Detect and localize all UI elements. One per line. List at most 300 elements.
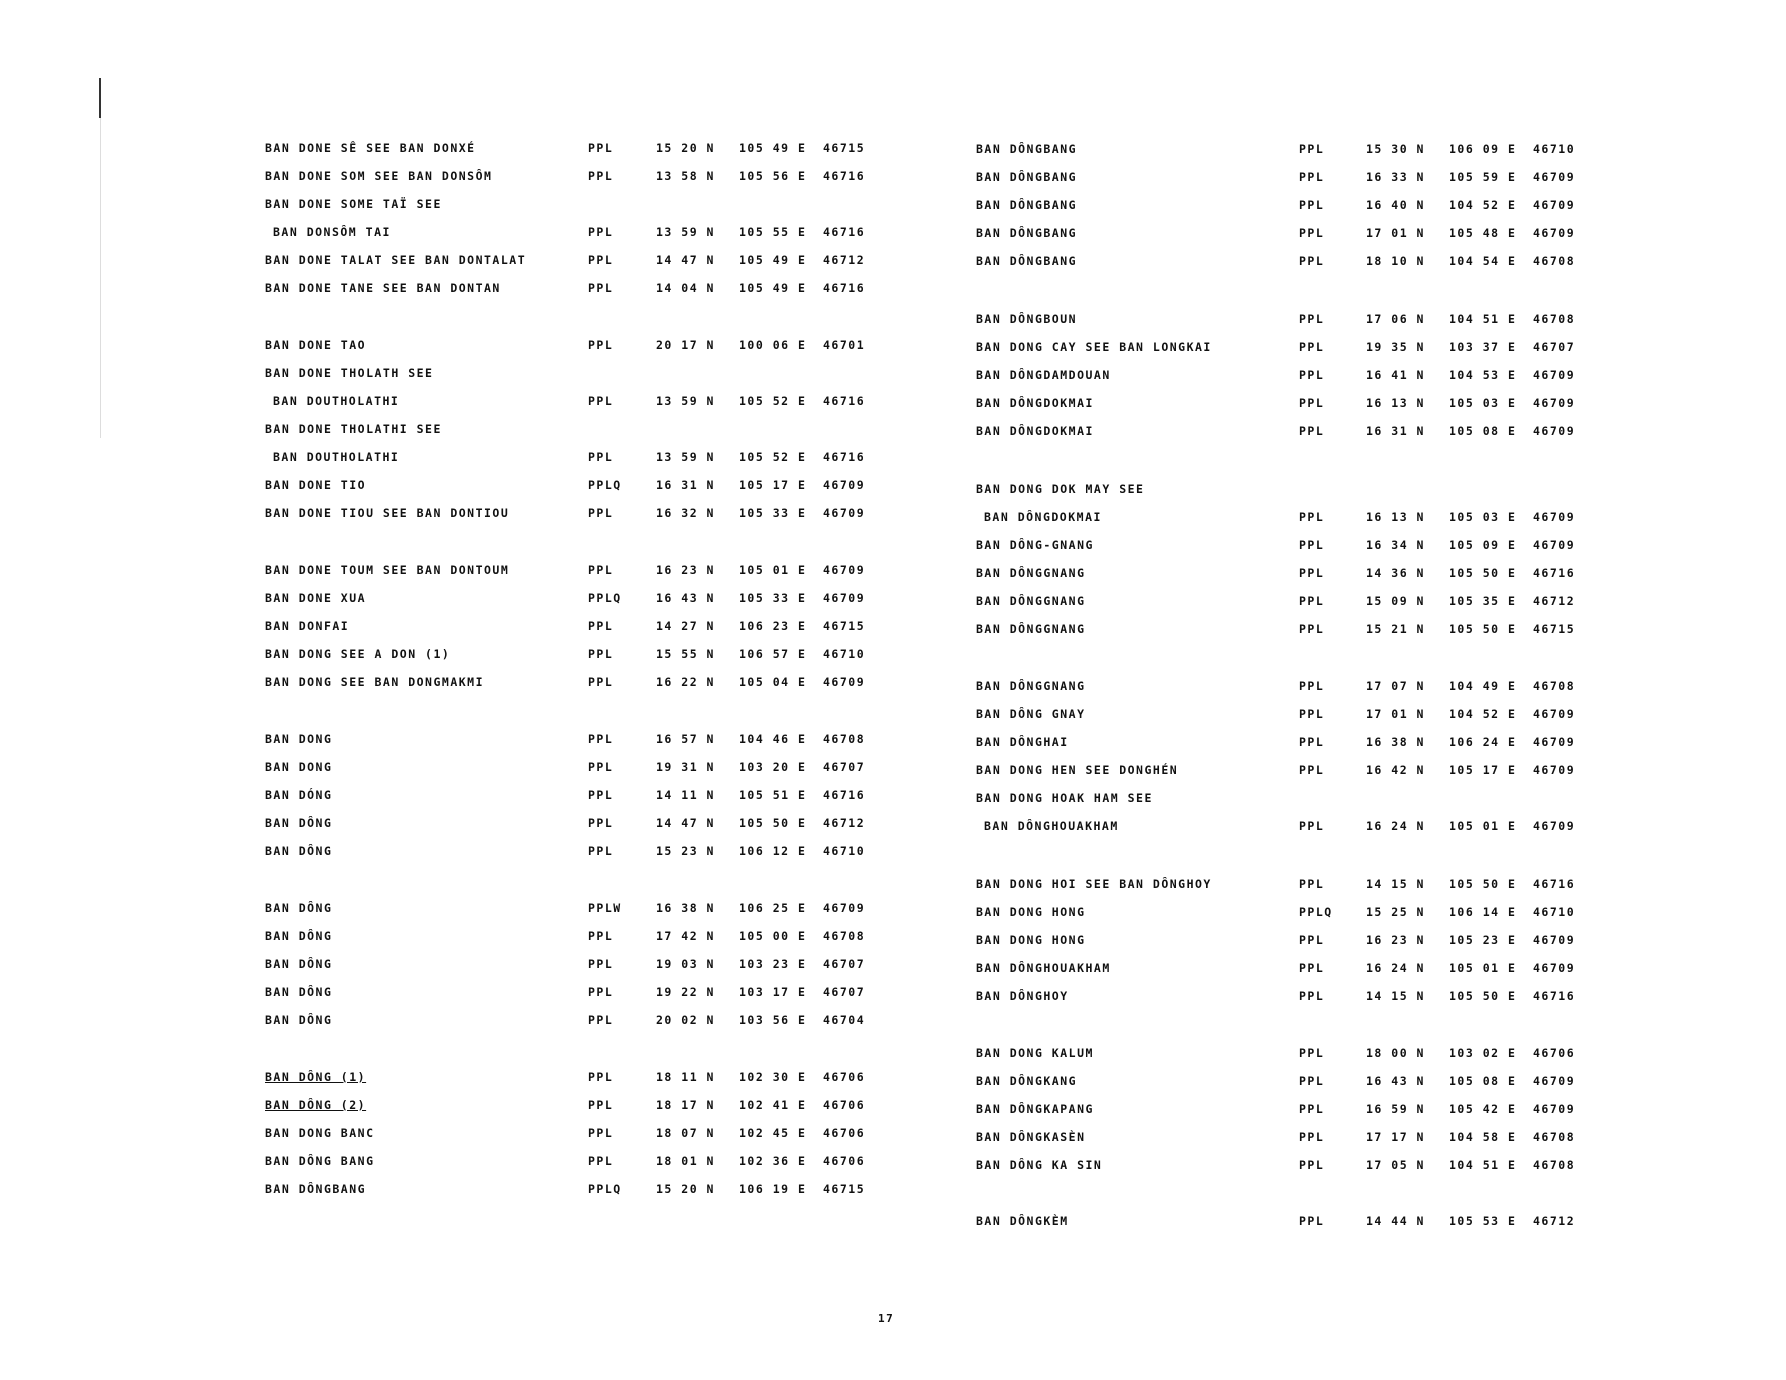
entry-code: 46709 (1533, 735, 1576, 749)
entry-name: BAN DONE TIO (265, 478, 367, 492)
entry-lon: 105 56 E (739, 169, 807, 183)
entry-lon: 105 01 E (739, 563, 807, 577)
page-number: 17 (878, 1312, 895, 1325)
entry-name: BAN DÔNG (265, 929, 333, 943)
entry-code: 46709 (1533, 1074, 1576, 1088)
entry-name: BAN DÔNGBOUN (976, 312, 1078, 326)
entry-code: 46712 (823, 816, 866, 830)
entry-lat: 14 15 N (1366, 989, 1425, 1003)
entry-code: 46709 (1533, 933, 1576, 947)
entry-class: PPL (588, 394, 614, 408)
entry-class: PPL (588, 506, 614, 520)
entry-name: BAN DONE TAO (265, 338, 367, 352)
entry-name: BAN DONG (265, 760, 333, 774)
entry-lat: 18 07 N (656, 1126, 715, 1140)
entry-class: PPLQ (1299, 905, 1333, 919)
entry-class: PPL (1299, 933, 1325, 947)
entry-lon: 104 51 E (1449, 312, 1517, 326)
entry-class: PPL (588, 788, 614, 802)
entry-lat: 19 35 N (1366, 340, 1425, 354)
entry-code: 46708 (1533, 254, 1576, 268)
entry-name: BAN DÔNGGNANG (976, 594, 1086, 608)
entry-lat: 17 05 N (1366, 1158, 1425, 1172)
entry-name: BAN DONG HEN SEE DONGHÉN (976, 763, 1179, 777)
entry-name: BAN DONE TALAT SEE BAN DONTALAT (265, 253, 527, 267)
entry-class: PPL (1299, 510, 1325, 524)
entry-class: PPL (1299, 594, 1325, 608)
entry-lat: 16 43 N (656, 591, 715, 605)
entry-name: BAN DONE TIOU SEE BAN DONTIOU (265, 506, 510, 520)
entry-lat: 15 09 N (1366, 594, 1425, 608)
entry-code: 46716 (823, 450, 866, 464)
entry-lat: 19 31 N (656, 760, 715, 774)
entry-name: BAN DONE TOUM SEE BAN DONTOUM (265, 563, 510, 577)
entry-lat: 16 13 N (1366, 510, 1425, 524)
entry-name: BAN DONG (265, 732, 333, 746)
entry-lon: 105 55 E (739, 225, 807, 239)
entry-class: PPL (1299, 566, 1325, 580)
entry-lat: 15 20 N (656, 141, 715, 155)
entry-lat: 15 23 N (656, 844, 715, 858)
entry-code: 46710 (823, 647, 866, 661)
entry-lat: 16 33 N (1366, 170, 1425, 184)
entry-code: 46709 (1533, 763, 1576, 777)
entry-lon: 105 49 E (739, 141, 807, 155)
entry-lon: 106 57 E (739, 647, 807, 661)
entry-lat: 14 15 N (1366, 877, 1425, 891)
entry-name: BAN DONE SÊ SEE BAN DONXÉ (265, 141, 476, 155)
entry-lon: 105 51 E (739, 788, 807, 802)
entry-code: 46709 (1533, 1102, 1576, 1116)
entry-lon: 105 03 E (1449, 396, 1517, 410)
entry-code: 46708 (1533, 1130, 1576, 1144)
entry-lat: 13 59 N (656, 225, 715, 239)
entry-name: BAN DONG HONG (976, 905, 1086, 919)
entry-code: 46707 (1533, 340, 1576, 354)
entry-class: PPL (588, 844, 614, 858)
entry-lat: 14 47 N (656, 253, 715, 267)
entry-name: BAN DÔNGBANG (976, 170, 1078, 184)
entry-name: BAN DOUTHOLATHI (273, 450, 400, 464)
entry-name: BAN DÔNG (1) (265, 1070, 367, 1084)
entry-lon: 105 50 E (1449, 566, 1517, 580)
entry-lat: 15 21 N (1366, 622, 1425, 636)
entry-code: 46709 (1533, 424, 1576, 438)
entry-lon: 105 04 E (739, 675, 807, 689)
entry-class: PPL (1299, 254, 1325, 268)
entry-lon: 105 50 E (1449, 622, 1517, 636)
entry-class: PPL (1299, 1074, 1325, 1088)
entry-lat: 15 25 N (1366, 905, 1425, 919)
entry-lon: 104 58 E (1449, 1130, 1517, 1144)
entry-lon: 106 19 E (739, 1182, 807, 1196)
entry-name: BAN DÔNGBANG (976, 254, 1078, 268)
entry-class: PPL (588, 647, 614, 661)
entry-lat: 18 00 N (1366, 1046, 1425, 1060)
entry-code: 46716 (823, 788, 866, 802)
entry-code: 46716 (823, 169, 866, 183)
entry-name: BAN DONG HONG (976, 933, 1086, 947)
entry-lat: 16 38 N (1366, 735, 1425, 749)
entry-class: PPL (588, 141, 614, 155)
entry-class: PPL (588, 816, 614, 830)
entry-name: BAN DONFAI (265, 619, 350, 633)
entry-class: PPL (588, 1154, 614, 1168)
entry-name: BAN DÔNGHOUAKHAM (984, 819, 1119, 833)
entry-lat: 17 42 N (656, 929, 715, 943)
entry-name: BAN DÔNGBANG (976, 226, 1078, 240)
entry-lon: 105 08 E (1449, 424, 1517, 438)
entry-code: 46712 (1533, 1214, 1576, 1228)
entry-code: 46709 (823, 563, 866, 577)
entry-lon: 102 41 E (739, 1098, 807, 1112)
entry-lon: 104 52 E (1449, 198, 1517, 212)
entry-code: 46709 (1533, 961, 1576, 975)
entry-lon: 105 08 E (1449, 1074, 1517, 1088)
entry-class: PPL (1299, 424, 1325, 438)
entry-lat: 18 01 N (656, 1154, 715, 1168)
entry-lat: 13 58 N (656, 169, 715, 183)
entry-lon: 106 09 E (1449, 142, 1517, 156)
entry-lon: 106 24 E (1449, 735, 1517, 749)
entry-lat: 20 17 N (656, 338, 715, 352)
entry-lon: 105 48 E (1449, 226, 1517, 240)
entry-code: 46709 (1533, 707, 1576, 721)
entry-name: BAN DONE THOLATH SEE (265, 366, 434, 380)
entry-class: PPL (1299, 1158, 1325, 1172)
entry-class: PPLQ (588, 591, 622, 605)
entry-class: PPL (1299, 226, 1325, 240)
entry-lat: 16 22 N (656, 675, 715, 689)
entry-lat: 14 04 N (656, 281, 715, 295)
entry-lat: 16 59 N (1366, 1102, 1425, 1116)
entry-lon: 103 20 E (739, 760, 807, 774)
entry-class: PPL (588, 281, 614, 295)
entry-lon: 105 01 E (1449, 819, 1517, 833)
entry-class: PPL (1299, 961, 1325, 975)
entry-name: BAN DÔNG KA SIN (976, 1158, 1103, 1172)
entry-name: BAN DÔNGBANG (976, 198, 1078, 212)
entry-name: BAN DÔNGKANG (976, 1074, 1078, 1088)
entry-class: PPL (1299, 340, 1325, 354)
entry-lon: 105 33 E (739, 506, 807, 520)
entry-lon: 105 03 E (1449, 510, 1517, 524)
entry-class: PPLQ (588, 1182, 622, 1196)
entry-lon: 102 45 E (739, 1126, 807, 1140)
entry-lon: 105 17 E (739, 478, 807, 492)
entry-lon: 106 25 E (739, 901, 807, 915)
entry-lat: 16 23 N (1366, 933, 1425, 947)
entry-name: BAN DONG CAY SEE BAN LONGKAI (976, 340, 1212, 354)
entry-class: PPL (588, 1126, 614, 1140)
entry-code: 46709 (1533, 819, 1576, 833)
entry-lon: 103 23 E (739, 957, 807, 971)
entry-lon: 104 46 E (739, 732, 807, 746)
entry-class: PPLW (588, 901, 622, 915)
entry-code: 46708 (1533, 312, 1576, 326)
entry-lon: 106 12 E (739, 844, 807, 858)
entry-code: 46716 (1533, 989, 1576, 1003)
entry-name: BAN DONE THOLATHI SEE (265, 422, 442, 436)
entry-lon: 103 56 E (739, 1013, 807, 1027)
entry-name: BAN DÔNGKÈM (976, 1214, 1069, 1228)
entry-name: BAN DÔNGKASÈN (976, 1130, 1086, 1144)
entry-code: 46716 (823, 281, 866, 295)
entry-name: BAN DÔNG (265, 985, 333, 999)
entry-code: 46701 (823, 338, 866, 352)
entry-lon: 105 53 E (1449, 1214, 1517, 1228)
entry-name: BAN DÔNG-GNANG (976, 538, 1094, 552)
entry-name: BAN DÔNG BANG (265, 1154, 375, 1168)
entry-code: 46715 (823, 141, 866, 155)
entry-name: BAN DONG HOAK HAM SEE (976, 791, 1153, 805)
entry-code: 46709 (1533, 198, 1576, 212)
entry-lon: 104 49 E (1449, 679, 1517, 693)
entry-lon: 106 23 E (739, 619, 807, 633)
entry-class: PPL (588, 619, 614, 633)
entry-lat: 20 02 N (656, 1013, 715, 1027)
entry-code: 46709 (1533, 510, 1576, 524)
entry-name: BAN DÔNGBANG (976, 142, 1078, 156)
entry-lat: 16 24 N (1366, 819, 1425, 833)
entry-lon: 105 49 E (739, 253, 807, 267)
entry-class: PPL (588, 450, 614, 464)
entry-name: BAN DONSÔM TAI (273, 225, 391, 239)
entry-lat: 16 40 N (1366, 198, 1425, 212)
entry-name: BAN DONE TANE SEE BAN DONTAN (265, 281, 501, 295)
entry-lat: 15 20 N (656, 1182, 715, 1196)
entry-class: PPL (588, 1070, 614, 1084)
entry-code: 46715 (823, 619, 866, 633)
entry-lon: 104 52 E (1449, 707, 1517, 721)
entry-class: PPL (1299, 198, 1325, 212)
entry-lat: 15 30 N (1366, 142, 1425, 156)
entry-name: BAN DÔNG (265, 957, 333, 971)
entry-code: 46706 (823, 1126, 866, 1140)
entry-name: BAN DÔNG (265, 816, 333, 830)
entry-class: PPL (1299, 312, 1325, 326)
entry-code: 46709 (823, 591, 866, 605)
entry-lat: 17 01 N (1366, 226, 1425, 240)
entry-code: 46709 (1533, 226, 1576, 240)
entry-name: BAN DONG SEE A DON (1) (265, 647, 451, 661)
entry-name: BAN DONG SEE BAN DONGMAKMI (265, 675, 485, 689)
entry-code: 46712 (823, 253, 866, 267)
entry-code: 46715 (1533, 622, 1576, 636)
entry-class: PPL (588, 338, 614, 352)
entry-lat: 14 44 N (1366, 1214, 1425, 1228)
entry-name: BAN DÔNGDOKMAI (984, 510, 1102, 524)
entry-class: PPL (1299, 763, 1325, 777)
entry-lat: 17 17 N (1366, 1130, 1425, 1144)
entry-name: BAN DÔNGHOUAKHAM (976, 961, 1111, 975)
entry-lon: 105 59 E (1449, 170, 1517, 184)
entry-lon: 105 00 E (739, 929, 807, 943)
entry-lat: 18 17 N (656, 1098, 715, 1112)
entry-lat: 18 10 N (1366, 254, 1425, 268)
entry-name: BAN DÔNGHAI (976, 735, 1069, 749)
entry-name: BAN DÔNGHOY (976, 989, 1069, 1003)
entry-lat: 14 36 N (1366, 566, 1425, 580)
entry-code: 46712 (1533, 594, 1576, 608)
entry-code: 46708 (823, 732, 866, 746)
entry-lat: 16 24 N (1366, 961, 1425, 975)
entry-lat: 15 55 N (656, 647, 715, 661)
entry-lon: 103 37 E (1449, 340, 1517, 354)
entry-name: BAN DÔNG (265, 1013, 333, 1027)
entry-class: PPL (588, 957, 614, 971)
entry-class: PPL (1299, 877, 1325, 891)
entry-name: BAN DÔNGGNANG (976, 566, 1086, 580)
entry-class: PPL (1299, 707, 1325, 721)
entry-name: BAN DONE XUA (265, 591, 367, 605)
entry-code: 46707 (823, 985, 866, 999)
entry-lat: 16 23 N (656, 563, 715, 577)
entry-lon: 106 14 E (1449, 905, 1517, 919)
entry-code: 46710 (1533, 142, 1576, 156)
entry-class: PPL (588, 675, 614, 689)
entry-name: BAN DÔNG (2) (265, 1098, 367, 1112)
entry-lon: 105 50 E (739, 816, 807, 830)
entry-class: PPL (588, 1098, 614, 1112)
entry-code: 46704 (823, 1013, 866, 1027)
entry-lon: 105 50 E (1449, 877, 1517, 891)
entry-class: PPL (1299, 735, 1325, 749)
entry-lon: 105 33 E (739, 591, 807, 605)
entry-class: PPL (588, 929, 614, 943)
entry-lon: 103 17 E (739, 985, 807, 999)
entry-class: PPL (1299, 538, 1325, 552)
entry-lat: 16 43 N (1366, 1074, 1425, 1088)
entry-code: 46709 (1533, 396, 1576, 410)
entry-code: 46709 (1533, 538, 1576, 552)
entry-lat: 18 11 N (656, 1070, 715, 1084)
entry-lat: 19 03 N (656, 957, 715, 971)
entry-class: PPL (588, 225, 614, 239)
entry-class: PPL (1299, 396, 1325, 410)
entry-name: BAN DONG BANC (265, 1126, 375, 1140)
entry-name: BAN DÔNGBANG (265, 1182, 367, 1196)
entry-lon: 105 17 E (1449, 763, 1517, 777)
entry-lat: 16 32 N (656, 506, 715, 520)
entry-lat: 16 13 N (1366, 396, 1425, 410)
entry-lat: 16 42 N (1366, 763, 1425, 777)
entry-code: 46706 (823, 1098, 866, 1112)
entry-class: PPL (1299, 989, 1325, 1003)
entry-code: 46708 (1533, 1158, 1576, 1172)
entry-code: 46706 (1533, 1046, 1576, 1060)
entry-lon: 105 52 E (739, 450, 807, 464)
entry-code: 46716 (1533, 877, 1576, 891)
entry-class: PPL (588, 253, 614, 267)
entry-class: PPL (1299, 1130, 1325, 1144)
entry-code: 46709 (823, 901, 866, 915)
entry-code: 46715 (823, 1182, 866, 1196)
entry-name: BAN DÔNGKAPANG (976, 1102, 1094, 1116)
entry-lat: 17 07 N (1366, 679, 1425, 693)
entry-class: PPL (588, 1013, 614, 1027)
entry-class: PPL (588, 985, 614, 999)
entry-name: BAN DONE SOM SEE BAN DONSÔM (265, 169, 493, 183)
entry-lon: 105 35 E (1449, 594, 1517, 608)
entry-class: PPL (588, 563, 614, 577)
entry-code: 46708 (823, 929, 866, 943)
entry-lon: 102 30 E (739, 1070, 807, 1084)
entry-name: BAN DÔNGGNANG (976, 622, 1086, 636)
entry-class: PPL (1299, 368, 1325, 382)
entry-code: 46709 (1533, 170, 1576, 184)
entry-lat: 14 27 N (656, 619, 715, 633)
entry-lat: 14 47 N (656, 816, 715, 830)
entry-lat: 19 22 N (656, 985, 715, 999)
entry-lon: 105 49 E (739, 281, 807, 295)
entry-lon: 103 02 E (1449, 1046, 1517, 1060)
entry-class: PPL (588, 760, 614, 774)
entry-class: PPL (1299, 170, 1325, 184)
entry-name: BAN DÔNG GNAY (976, 707, 1086, 721)
entry-class: PPL (1299, 142, 1325, 156)
entry-name: BAN DOUTHOLATHI (273, 394, 400, 408)
entry-code: 46709 (823, 675, 866, 689)
entry-class: PPL (588, 169, 614, 183)
entry-lat: 13 59 N (656, 450, 715, 464)
entry-lon: 105 01 E (1449, 961, 1517, 975)
entry-lat: 16 31 N (656, 478, 715, 492)
entry-code: 46706 (823, 1154, 866, 1168)
entry-name: BAN DONE SOME TAÏ SEE (265, 197, 442, 211)
entry-name: BAN DÔNGGNANG (976, 679, 1086, 693)
entry-lat: 17 06 N (1366, 312, 1425, 326)
entry-code: 46709 (823, 506, 866, 520)
entry-lon: 105 42 E (1449, 1102, 1517, 1116)
entry-name: BAN DÓNG (265, 788, 333, 802)
entry-lat: 16 38 N (656, 901, 715, 915)
entry-lon: 102 36 E (739, 1154, 807, 1168)
entry-name: BAN DONG HOI SEE BAN DÔNGHOY (976, 877, 1212, 891)
entry-lat: 14 11 N (656, 788, 715, 802)
entry-name: BAN DONG DOK MAY SEE (976, 482, 1145, 496)
entry-lon: 105 50 E (1449, 989, 1517, 1003)
entry-name: BAN DÔNG (265, 901, 333, 915)
entry-lon: 105 09 E (1449, 538, 1517, 552)
entry-lat: 16 34 N (1366, 538, 1425, 552)
entry-code: 46716 (823, 394, 866, 408)
entry-class: PPL (588, 732, 614, 746)
entry-class: PPL (1299, 1102, 1325, 1116)
entry-name: BAN DÔNGDOKMAI (976, 424, 1094, 438)
entry-class: PPL (1299, 622, 1325, 636)
entry-lat: 13 59 N (656, 394, 715, 408)
entry-code: 46706 (823, 1070, 866, 1084)
entry-lon: 105 52 E (739, 394, 807, 408)
entry-code: 46709 (1533, 368, 1576, 382)
entry-code: 46708 (1533, 679, 1576, 693)
entry-code: 46710 (823, 844, 866, 858)
entry-lon: 100 06 E (739, 338, 807, 352)
entry-code: 46716 (823, 225, 866, 239)
entry-class: PPL (1299, 1046, 1325, 1060)
entry-lat: 16 41 N (1366, 368, 1425, 382)
entry-code: 46707 (823, 957, 866, 971)
entry-class: PPL (1299, 1214, 1325, 1228)
entry-lon: 104 54 E (1449, 254, 1517, 268)
entry-lat: 16 57 N (656, 732, 715, 746)
entry-name: BAN DÔNGDOKMAI (976, 396, 1094, 410)
entry-code: 46709 (823, 478, 866, 492)
entry-class: PPLQ (588, 478, 622, 492)
entry-lon: 105 23 E (1449, 933, 1517, 947)
entry-class: PPL (1299, 819, 1325, 833)
